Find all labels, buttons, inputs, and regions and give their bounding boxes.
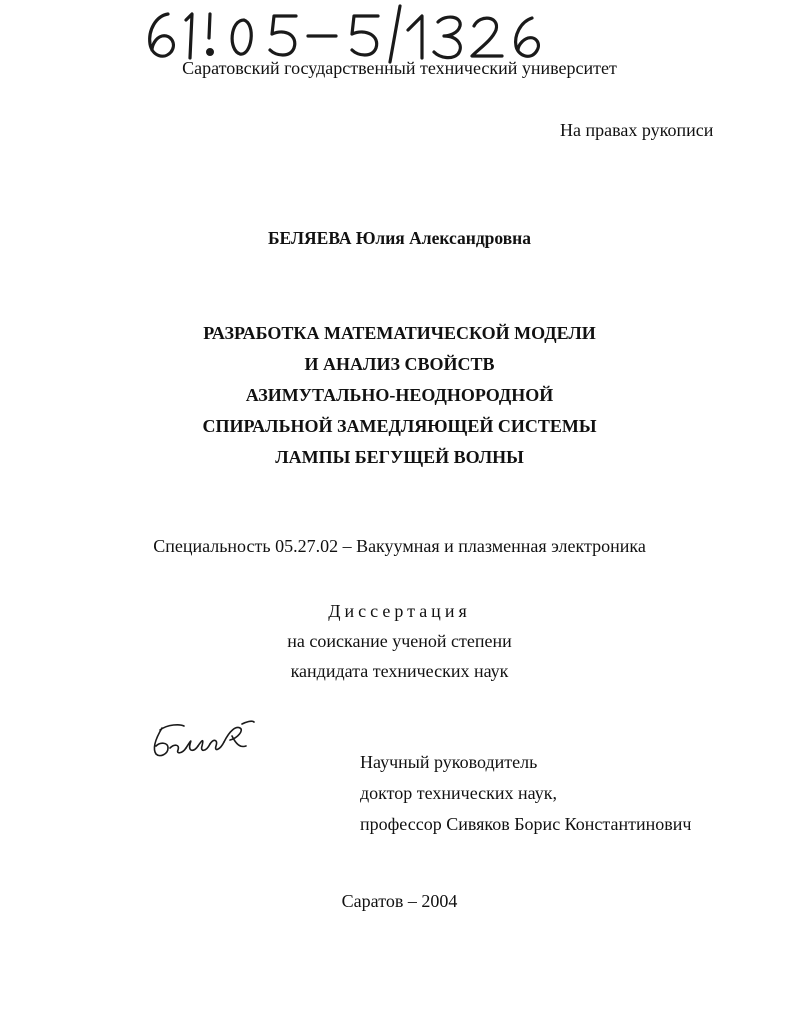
university-name: Саратовский государственный технический университет [182, 58, 617, 78]
advisor-name: профессор Сивяков Борис Константинович [360, 814, 692, 834]
title-line-3: АЗИМУТАЛЬНО-НЕОДНОРОДНОЙ [245, 385, 554, 405]
title-line-4: СПИРАЛЬНОЙ ЗАМЕДЛЯЮЩЕЙ СИСТЕМЫ [202, 416, 597, 436]
dissertation-heading: Диссертация [328, 601, 471, 621]
scientific-advisor-block [360, 747, 691, 840]
advisor-degree: доктор технических наук, [360, 783, 557, 803]
advisor-role: Научный руководитель [360, 752, 538, 772]
title-line-2: И АНАЛИЗ СВОЙСТВ [304, 354, 495, 374]
handwritten-archive-code [140, 0, 560, 66]
city-year: Саратов – 2004 [341, 891, 458, 911]
dissertation-title [0, 318, 799, 473]
degree-line-1: на соискание ученой степени [287, 631, 512, 651]
title-line-1: РАЗРАБОТКА МАТЕМАТИЧЕСКОЙ МОДЕЛИ [203, 323, 596, 343]
author-signature [146, 716, 258, 762]
dissertation-degree-block [0, 596, 799, 686]
author-name: БЕЛЯЕВА Юлия Александровна [267, 228, 532, 248]
specialty-line: Специальность 05.27.02 – Вакуумная и плазменная электроника [153, 536, 646, 556]
degree-line-2: кандидата технических наук [290, 661, 509, 681]
rights-note: На правах рукописи [560, 120, 714, 140]
title-line-5: ЛАМПЫ БЕГУЩЕЙ ВОЛНЫ [275, 447, 524, 467]
